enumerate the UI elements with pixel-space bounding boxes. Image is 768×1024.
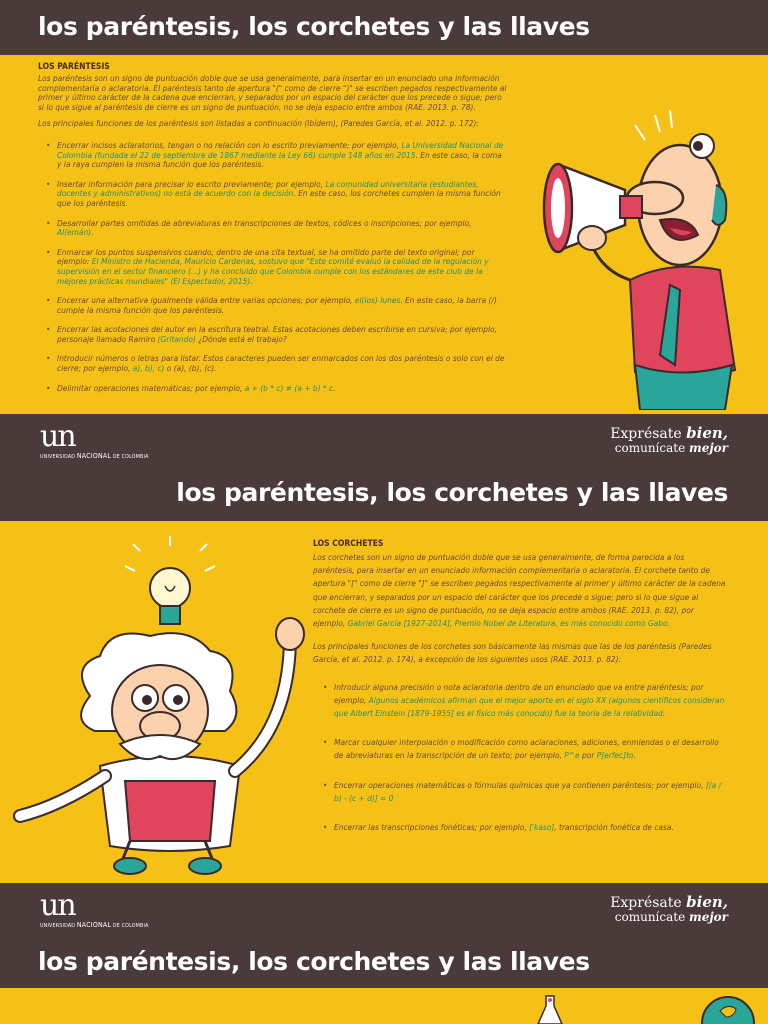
section-heading-corchetes: LOS CORCHETES [313, 539, 384, 549]
header-bar-3 [0, 939, 768, 988]
page-title: los paréntesis, los corchetes y las llaves [38, 12, 590, 41]
un-logo: un UNIVERSIDAD NACIONAL DE COLOMBIA [40, 888, 149, 929]
list-item: • Desarrollar partes omitidas de abreviaturas en transcripciones de textos, códices o inscripciones; por ejemplo, Al(emán). [46, 219, 508, 238]
brand-bar-1 [0, 414, 768, 470]
header-bar-1 [0, 0, 768, 55]
parentesis-list [46, 141, 508, 393]
list-item: • Encerrar operaciones matemáticas o fórmulas químicas que ya contienen paréntesis; por ejemplo, [(a / b) - (c + d)] = 0 [323, 779, 728, 805]
list-item: • Encerrar una alternativa igualmente válida entre varias opciones; por ejemplo, el(los) lunes. En este caso, la barra (/) cumple la misma función que los paréntesis. [46, 296, 508, 315]
slogan: Exprésate bien, comunícate mejor [610, 893, 728, 924]
page-title: los paréntesis, los corchetes y las llaves [176, 478, 728, 507]
un-logo: un UNIVERSIDAD NACIONAL DE COLOMBIA [40, 419, 149, 460]
corchetes-list [323, 681, 728, 835]
intro-paragraph: Los paréntesis son un signo de puntuación doble que se usa generalmente, para insertar en un enunciado una información complementaria o aclaratoria. El paréntesis tanto de apertura "(" como de cierre ")" se escriben pegados respectivamente al primer y último carácter de la cadena que encierran, y separados por un espacio del carácter que los precede o sigue; pero si lo que sigue al paréntesis de cierre es un signo de puntuación, no se deja espacio entre ambos (RAE. 2013. p. 78). [38, 73, 507, 112]
list-item: • Encerrar las transcripciones fonéticas; por ejemplo, [ˈkaso], transcripción fonética de casa. [323, 821, 728, 834]
intro-paragraph-2: Los principales funciones de los paréntesis son listadas a continuación (Ibídem), (Paredes García, et al. 2012. p. 172): [38, 118, 479, 129]
scientist-illustration [0, 526, 315, 881]
slogan: Exprésate bien, comunícate mejor [610, 424, 728, 455]
list-item: • Introducir alguna precisión o nota aclaratoria dentro de un enunciado que va entre paréntesis; por ejemplo, Algunos académicos afirman que el mejor aporte en el siglo XX (algunos científicos consideran que Albert Einstein [1879-1955] es el físico más conocido) fue la teoría de la relatividad. [323, 681, 728, 721]
list-item: • Encerrar incisos aclaratorios, tengan o no relación con lo escrito previamente; por ejemplo, La Universidad Nacional de Colombia (fundada el 22 de septiembre de 1867 mediante la Ley 66) cumple 148 años en 2015. En este caso, la coma y la raya cumplen la misma función que los paréntesis. [46, 141, 508, 170]
megaphone-man-illustration [520, 110, 765, 410]
header-bar-2 [0, 470, 768, 521]
brand-bar-2 [0, 883, 768, 939]
corchetes-intro-2: Los principales funciones de los corchetes son básicamente las mismas que las de los paréntesis (Paredes García, et al. 2012. p. 174), a excepción de los siguientes usos (RAE. 2013. p. 82): [313, 641, 712, 665]
panel-parentesis [0, 55, 768, 414]
globe-illustration [698, 993, 758, 1024]
page-title: los paréntesis, los corchetes y las llaves [38, 947, 590, 976]
list-item: • Delimitar operaciones matemáticas; por ejemplo, a + (b * c) ≠ (a + b) * c. [46, 384, 508, 394]
corchetes-intro: Los corchetes son un signo de puntuación doble que se usa generalmente, de forma parecida a los paréntesis, para insertar en un enunciado información complementaria o aclaratoria. El corchete tanto de apertura "[" como de cierre "]" se escriben pegados respectivamente al primer y último carácter de la cadena que encierran, y separados por un espacio del carácter que los precede o sigue; pero si lo que sigue al corchete de cierre es un signo de puntuación, no se deja espacio entre ambos (RAE. 2013. p. 82), por ejemplo, Gabriel García [1927-2014], Premio Nobel de Literatura, es más conocido como Gabo. [313, 552, 726, 629]
list-item: • Marcar cualquier interpolación o modificación como aclaraciones, adiciones, enmiendas o el desarrollo de abreviaturas en la transcripción de un texto; por ejemplo, P^e por P[erfec]to. [323, 736, 728, 762]
list-item: • Introducir números o letras para listar. Estos caracteres pueden ser enmarcados con los dos paréntesis o solo con el de cierre; por ejemplo, a), b), c) o (a), (b), (c). [46, 354, 508, 373]
panel-llaves [0, 988, 768, 1024]
list-item: • Enmarcar los puntos suspensivos cuando, dentro de una cita textual, se ha omitido parte del texto original; por ejemplo: El Ministro de Hacienda, Mauricio Cardenas, sostuvo que "Este comité evaluó la calidad de la regulación y supervisión en el sector financiero (...) y ha concluido que Colombia cumple con los estándares de este club de la mejores prácticas mundiales" (El Espectador, 2015). [46, 248, 508, 286]
panel-corchetes [0, 521, 768, 883]
list-item: • Encerrar las acotaciones del autor en la escritura teatral. Estas acotaciones deben escribirse en cursiva; por ejemplo, personaje llamado Ramiro (Gritando) ¿Dónde está el trabajo? [46, 325, 508, 344]
flask-illustration [530, 992, 570, 1024]
list-item: • Insertar información para precisar lo escrito previamente; por ejemplo, La comunidad universitaria (estudiantes, docentes y administrativos) no está de acuerdo con la decisión. En este caso, los corchetes cumplen la misma función que los paréntesis. [46, 180, 508, 209]
section-heading-parentesis: LOS PARÉNTESIS [38, 62, 110, 72]
